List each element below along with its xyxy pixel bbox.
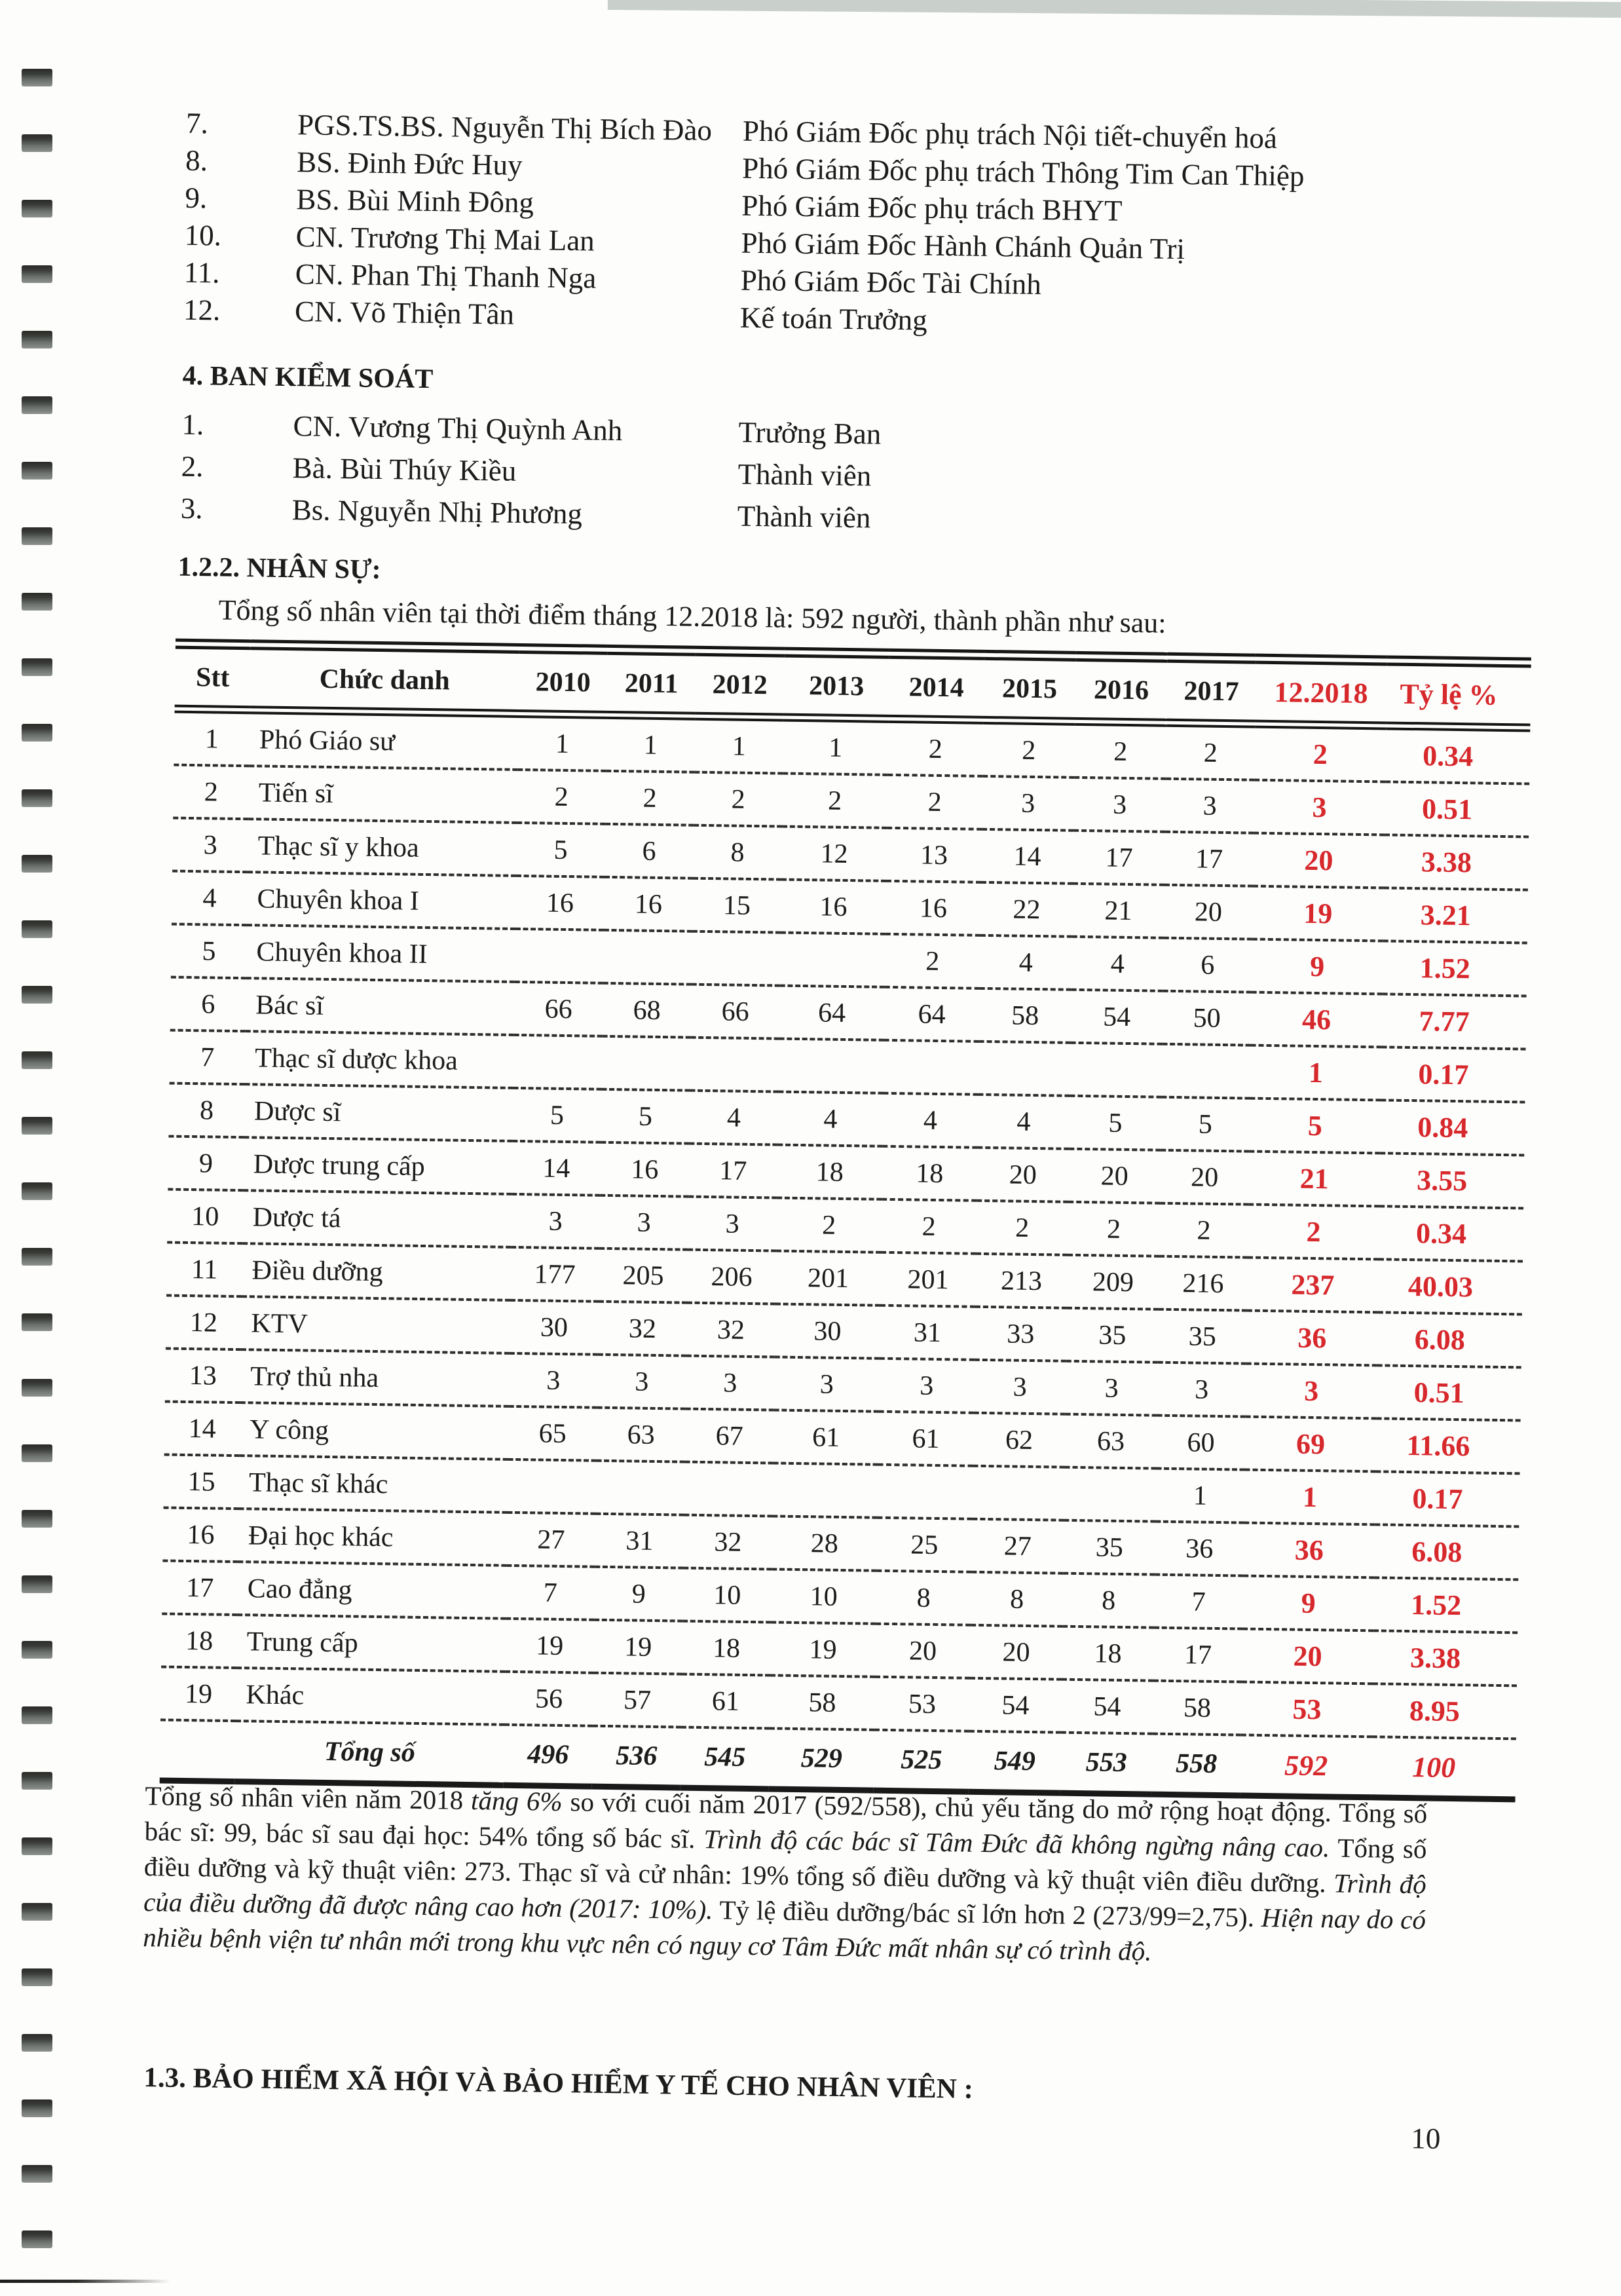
cell-value: 529 bbox=[800, 1743, 843, 1775]
summary-segment: Tổng số nhân viên năm 2018 bbox=[145, 1780, 472, 1816]
cell-value: 64 bbox=[918, 999, 946, 1030]
cell-value: 35 bbox=[1098, 1319, 1127, 1351]
cell-value bbox=[602, 1036, 691, 1091]
cell-stt: 11 bbox=[191, 1254, 218, 1285]
cell-value: 8 bbox=[1101, 1585, 1116, 1616]
cell-value: 56 bbox=[534, 1683, 563, 1714]
cell-value: 36 bbox=[1185, 1533, 1214, 1564]
cell-value: 66 bbox=[544, 994, 573, 1025]
cell-value: 50 bbox=[1193, 1002, 1221, 1034]
cell-pct: 0.51 bbox=[1413, 1376, 1465, 1410]
cell-value: 496 bbox=[527, 1739, 569, 1771]
cell-stt: 2 bbox=[204, 776, 219, 808]
cell-dec2018: 20 bbox=[1293, 1640, 1322, 1673]
cell-value bbox=[690, 1038, 779, 1092]
cell-value: 4 bbox=[923, 1105, 938, 1136]
item-number: 11. bbox=[183, 255, 220, 290]
cell-pct: 11.66 bbox=[1406, 1429, 1470, 1463]
table-header-cell: 12.2018 bbox=[1274, 676, 1368, 710]
cell-value: 2 bbox=[1106, 1214, 1121, 1245]
cell-value: 15 bbox=[722, 890, 751, 921]
cell-value: 2 bbox=[827, 785, 842, 816]
table-header-cell: Stt bbox=[195, 662, 230, 693]
cell-pct: 0.34 bbox=[1415, 1217, 1467, 1251]
cell-value: 9 bbox=[631, 1579, 646, 1609]
cell-label: Cao đẳng bbox=[247, 1573, 352, 1606]
cell-value: 57 bbox=[623, 1684, 652, 1716]
cell-value: 17 bbox=[1195, 843, 1223, 875]
cell-value: 205 bbox=[622, 1260, 664, 1291]
item-name: CN. Phan Thị Thanh Nga bbox=[295, 257, 597, 295]
cell-value: 25 bbox=[910, 1529, 939, 1560]
cell-dec2018: 3 bbox=[1303, 1374, 1319, 1408]
cell-stt: 17 bbox=[186, 1572, 214, 1604]
cell-stt: 9 bbox=[198, 1148, 214, 1179]
cell-value: 5 bbox=[1108, 1108, 1123, 1139]
cell-dec2018: 21 bbox=[1299, 1162, 1330, 1195]
cell-value: 31 bbox=[625, 1525, 654, 1556]
cell-value: 66 bbox=[721, 996, 750, 1027]
cell-value: 35 bbox=[1188, 1321, 1217, 1352]
cell-value: 8 bbox=[730, 837, 745, 868]
cell-stt: 10 bbox=[191, 1201, 219, 1232]
cell-value bbox=[603, 930, 692, 985]
cell-value: 58 bbox=[808, 1687, 836, 1718]
cell-value bbox=[507, 1459, 596, 1514]
cell-value: 3 bbox=[1112, 789, 1127, 820]
summary-italic-segment: Trình độ của điều dưỡng đã được nâng cao hơn (2017: 10%). bbox=[143, 1868, 1427, 1925]
cell-value: 2 bbox=[922, 1211, 936, 1242]
cell-pct: 3.38 bbox=[1421, 846, 1472, 879]
cell-pct: 1.52 bbox=[1419, 952, 1471, 985]
cell-value: 5 bbox=[638, 1101, 653, 1132]
cell-value: 536 bbox=[615, 1741, 658, 1772]
cell-value: 65 bbox=[538, 1418, 567, 1449]
cell-dec2018: 237 bbox=[1291, 1268, 1335, 1302]
cell-value: 216 bbox=[1182, 1268, 1224, 1299]
cell-label: Chuyên khoa II bbox=[256, 936, 428, 969]
cell-pct: 3.21 bbox=[1420, 899, 1472, 932]
cell-value: 177 bbox=[534, 1258, 576, 1290]
cell-value: 2 bbox=[925, 946, 940, 977]
cell-stt bbox=[160, 1720, 236, 1781]
item-title: Phó Giám Đốc Tài Chính bbox=[740, 263, 1042, 301]
cell-value: 27 bbox=[537, 1524, 565, 1555]
cell-dec2018: 9 bbox=[1301, 1587, 1316, 1620]
cell-value: 58 bbox=[1183, 1692, 1212, 1723]
cell-value: 63 bbox=[1096, 1425, 1125, 1457]
cell-stt: 4 bbox=[202, 882, 217, 914]
cell-value bbox=[515, 929, 604, 983]
cell-dec2018: 69 bbox=[1295, 1427, 1326, 1461]
cell-value: 14 bbox=[542, 1153, 570, 1184]
item-name: BS. Bùi Minh Đông bbox=[296, 183, 534, 219]
cell-value: 60 bbox=[1187, 1427, 1215, 1458]
control-board-list bbox=[180, 404, 1491, 548]
item-name: CN. Trương Thị Mai Lan bbox=[295, 220, 595, 257]
cell-value bbox=[1064, 1467, 1156, 1522]
cell-value: 16 bbox=[819, 891, 848, 922]
cell-value: 2 bbox=[1197, 1215, 1211, 1246]
item-name: Bà. Bùi Thúy Kiều bbox=[292, 451, 517, 487]
summary-italic-segment: Hiện nay do có nhiều bệnh viện tư nhân mới trong khu vực nên có nguy cơ Tâm Đức mất nhân sự có trình độ. bbox=[143, 1902, 1426, 1967]
cell-value bbox=[684, 1462, 773, 1516]
cell-value: 7 bbox=[1191, 1586, 1206, 1617]
cell-stt: 19 bbox=[184, 1678, 213, 1710]
cell-value: 3 bbox=[722, 1367, 737, 1399]
cell-pct: 6.08 bbox=[1411, 1535, 1463, 1569]
item-number: 3. bbox=[180, 491, 203, 525]
cell-value: 64 bbox=[817, 997, 846, 1028]
cell-value: 3 bbox=[1020, 788, 1035, 819]
section-heading-1-3: 1.3. BẢO HIỂM XÃ HỘI VÀ BẢO HIỂM Y TẾ CHO NHÂN VIÊN : bbox=[143, 2062, 974, 2105]
table-header-cell: 2013 bbox=[808, 670, 865, 702]
item-title: Thành viên bbox=[737, 499, 871, 535]
cell-label: Trung cấp bbox=[246, 1626, 358, 1659]
cell-value: 553 bbox=[1085, 1747, 1128, 1778]
cell-value: 17 bbox=[718, 1155, 747, 1186]
summary-italic-segment: tăng 6% bbox=[470, 1785, 563, 1817]
cell-value bbox=[883, 1040, 978, 1095]
table-header-cell: 2010 bbox=[535, 666, 591, 698]
item-number: 1. bbox=[181, 407, 204, 442]
item-title: Phó Giám Đốc phụ trách Thông Tim Can Thiệp bbox=[741, 151, 1305, 193]
cell-value: 206 bbox=[711, 1261, 753, 1292]
cell-value: 20 bbox=[1190, 1161, 1219, 1193]
cell-value: 5 bbox=[1198, 1109, 1213, 1140]
cell-value: 61 bbox=[811, 1421, 840, 1453]
cell-dec2018: 36 bbox=[1294, 1534, 1324, 1567]
cell-value: 3 bbox=[1202, 791, 1217, 821]
cell-value: 28 bbox=[810, 1528, 839, 1559]
cell-dec2018: 2 bbox=[1306, 1215, 1321, 1249]
cell-value: 3 bbox=[819, 1368, 834, 1400]
cell-value: 3 bbox=[919, 1370, 934, 1401]
cell-value: 2 bbox=[1021, 735, 1036, 766]
cell-value: 54 bbox=[1093, 1691, 1121, 1722]
cell-value: 3 bbox=[1194, 1374, 1209, 1405]
summary-segment: so với cuối năm 2017 (592/558), chủ yếu tăng do mở rộng hoạt động. Tổng số bác sĩ: 99, bác sĩ sau đại học: 54% tổng số bác sĩ. bbox=[144, 1786, 1428, 1854]
table-header-cell: 2017 bbox=[1183, 675, 1239, 707]
staff-table-body bbox=[160, 709, 1530, 1739]
cell-value: 558 bbox=[1175, 1748, 1218, 1780]
cell-dec2018: 53 bbox=[1292, 1693, 1322, 1726]
item-number: 12. bbox=[183, 293, 221, 327]
cell-value: 3 bbox=[725, 1208, 739, 1239]
cell-value: 32 bbox=[628, 1313, 657, 1344]
cell-value: 4 bbox=[1018, 947, 1034, 978]
item-title: Phó Giám Đốc phụ trách Nội tiết-chuyển hoá bbox=[742, 114, 1278, 155]
cell-pct: 0.84 bbox=[1417, 1111, 1468, 1144]
cell-label: Dược sĩ bbox=[253, 1095, 341, 1127]
cell-value: 20 bbox=[1002, 1636, 1030, 1668]
cell-stt: 5 bbox=[202, 935, 216, 967]
cell-value: 201 bbox=[807, 1262, 849, 1294]
cell-value bbox=[513, 1035, 603, 1089]
cell-value: 2 bbox=[1203, 738, 1218, 768]
cell-pct: 6.08 bbox=[1414, 1323, 1466, 1357]
cell-value bbox=[780, 933, 885, 987]
cell-pct: 0.34 bbox=[1422, 740, 1474, 773]
cell-dec2018: 1 bbox=[1308, 1056, 1324, 1089]
cell-label: Thạc sĩ y khoa bbox=[257, 830, 420, 863]
table-header-cell: 2016 bbox=[1093, 674, 1149, 706]
cell-value: 1 bbox=[829, 732, 843, 763]
cell-pct: 3.55 bbox=[1416, 1164, 1468, 1197]
cell-stt: 13 bbox=[189, 1360, 217, 1391]
cell-pct: 0.17 bbox=[1412, 1482, 1463, 1516]
table-header-cell: Tỷ lệ % bbox=[1400, 677, 1498, 711]
cell-value bbox=[692, 932, 781, 986]
cell-value: 209 bbox=[1092, 1266, 1134, 1298]
cell-value: 525 bbox=[900, 1744, 942, 1776]
cell-value: 545 bbox=[703, 1742, 746, 1773]
item-title: Phó Giám Đốc Hành Chánh Quản Trị bbox=[741, 226, 1185, 266]
executive-list bbox=[183, 105, 1497, 347]
cell-label: KTV bbox=[251, 1308, 308, 1340]
cell-stt: 6 bbox=[200, 988, 215, 1020]
cell-value: 2 bbox=[928, 734, 943, 764]
cell-value: 14 bbox=[1013, 841, 1041, 872]
cell-value: 3 bbox=[1104, 1373, 1119, 1404]
item-title: Phó Giám Đốc phụ trách BHYT bbox=[741, 189, 1123, 227]
cell-stt: 1 bbox=[204, 723, 219, 755]
cell-value bbox=[595, 1461, 684, 1515]
cell-value bbox=[778, 1039, 884, 1093]
cell-label: Phó Giáo sư bbox=[259, 724, 396, 757]
cell-pct: 100 bbox=[1411, 1750, 1456, 1784]
cell-pct: 0.17 bbox=[1418, 1058, 1469, 1091]
cell-value: 21 bbox=[1104, 895, 1132, 926]
cell-value: 6 bbox=[1200, 950, 1215, 981]
table-header-cell: 2015 bbox=[1001, 673, 1058, 704]
cell-value: 18 bbox=[815, 1156, 844, 1188]
cell-label: Khác bbox=[246, 1679, 305, 1711]
item-title: Thành viên bbox=[737, 457, 872, 493]
cell-value: 2 bbox=[821, 1210, 836, 1241]
cell-value: 7 bbox=[543, 1577, 558, 1608]
cell-value: 549 bbox=[994, 1746, 1036, 1777]
cell-value: 2 bbox=[1015, 1213, 1030, 1243]
cell-value: 67 bbox=[715, 1420, 743, 1452]
control-board-section bbox=[180, 360, 1492, 548]
cell-dec2018: 9 bbox=[1309, 950, 1325, 983]
cell-value: 3 bbox=[634, 1366, 649, 1397]
cell-label: Y công bbox=[249, 1414, 329, 1446]
cell-value bbox=[772, 1463, 878, 1518]
cell-value: 18 bbox=[712, 1632, 741, 1664]
page-number: 10 bbox=[1410, 2122, 1441, 2155]
cell-value: 18 bbox=[1094, 1638, 1122, 1669]
cell-value: 54 bbox=[1001, 1689, 1030, 1721]
cell-stt: 8 bbox=[199, 1095, 214, 1126]
cell-value: 61 bbox=[711, 1685, 740, 1717]
cell-value bbox=[1070, 1043, 1162, 1097]
cell-value: 13 bbox=[920, 840, 948, 871]
table-header-cell: 2011 bbox=[624, 668, 679, 699]
cell-dec2018: 1 bbox=[1302, 1480, 1318, 1514]
cell-value: 32 bbox=[717, 1314, 745, 1346]
cell-value: 17 bbox=[1183, 1639, 1212, 1670]
cell-value: 16 bbox=[919, 893, 948, 924]
cell-value: 30 bbox=[540, 1312, 568, 1343]
personnel-heading: 1.2.2. NHÂN SỰ: bbox=[177, 552, 381, 586]
cell-value: 4 bbox=[1110, 949, 1125, 979]
cell-value: 20 bbox=[1009, 1159, 1037, 1190]
cell-stt: 16 bbox=[187, 1519, 215, 1551]
cell-value: 27 bbox=[1003, 1530, 1032, 1562]
cell-value: 16 bbox=[634, 888, 663, 920]
cell-pct: 8.95 bbox=[1409, 1695, 1461, 1728]
item-title: Kế toán Trưởng bbox=[739, 301, 928, 337]
cell-value: 5 bbox=[553, 835, 568, 865]
cell-pct: 3.38 bbox=[1409, 1642, 1461, 1675]
cell-value: 63 bbox=[627, 1419, 655, 1450]
summary-segment: Tổng số điều dưỡng và kỹ thuật viên: 273. Thạc sĩ và cử nhân: 19% tổng số điều dưỡng và kỹ thuật viên điều dưỡng. bbox=[143, 1832, 1427, 1898]
cell-value: 5 bbox=[550, 1100, 565, 1131]
cell-value: 16 bbox=[546, 888, 574, 918]
cell-value bbox=[1161, 1044, 1250, 1099]
cell-pct: 1.52 bbox=[1410, 1589, 1462, 1622]
cell-stt: 12 bbox=[189, 1307, 218, 1338]
cell-value: 3 bbox=[546, 1365, 561, 1396]
cell-label: Chuyên khoa I bbox=[257, 883, 420, 916]
table-header-cell: 2012 bbox=[712, 669, 768, 700]
item-name: PGS.TS.BS. Nguyễn Thị Bích Đào bbox=[297, 108, 713, 147]
cell-value: 58 bbox=[1011, 1000, 1039, 1031]
cell-value: 4 bbox=[823, 1104, 838, 1135]
cell-value: 2 bbox=[1113, 736, 1128, 767]
summary-italic-segment: Trình độ các bác sĩ Tâm Đức đã không ngừng nâng cao. bbox=[703, 1824, 1330, 1863]
cell-label: Dược trung cấp bbox=[253, 1148, 426, 1182]
cell-stt: 18 bbox=[185, 1625, 214, 1657]
cell-value: 3 bbox=[637, 1207, 652, 1238]
cell-dec2018: 3 bbox=[1312, 791, 1327, 824]
cell-value: 17 bbox=[1105, 842, 1133, 873]
item-number: 7. bbox=[185, 106, 209, 140]
cell-dec2018: 19 bbox=[1303, 897, 1333, 930]
cell-value: 19 bbox=[535, 1630, 564, 1661]
cell-value: 18 bbox=[915, 1157, 944, 1189]
item-name: CN. Võ Thiện Tân bbox=[294, 295, 515, 331]
cell-pct: 7.77 bbox=[1419, 1005, 1470, 1038]
cell-value: 53 bbox=[908, 1688, 937, 1720]
cell-dec2018: 5 bbox=[1307, 1109, 1323, 1142]
personnel-intro: Tổng số nhân viên tại thời điểm tháng 12.2018 là: 592 người, thành phần như sau: bbox=[218, 593, 1166, 639]
cell-stt: 15 bbox=[187, 1466, 215, 1497]
summary-paragraph bbox=[143, 1778, 1428, 1972]
cell-stt: 3 bbox=[203, 829, 217, 861]
cell-pct: 0.51 bbox=[1421, 793, 1473, 826]
cell-label: Bác sĩ bbox=[255, 989, 324, 1021]
cell-value: 2 bbox=[927, 787, 942, 818]
item-number: 8. bbox=[185, 143, 208, 178]
cell-label: Thạc sĩ khác bbox=[248, 1467, 388, 1499]
cell-dec2018: 20 bbox=[1304, 844, 1333, 877]
cell-stt: 14 bbox=[188, 1413, 217, 1444]
cell-value: 1 bbox=[732, 731, 747, 762]
item-number: 2. bbox=[181, 449, 204, 483]
cell-value bbox=[877, 1465, 973, 1519]
cell-value bbox=[972, 1466, 1064, 1520]
cell-value: 1 bbox=[643, 730, 658, 761]
cell-value: 201 bbox=[907, 1264, 949, 1295]
summary-segment: Tỷ lệ điều dưỡng/bác sĩ lớn hơn 2 (273/99=2,75). bbox=[713, 1894, 1262, 1932]
cell-value: 3 bbox=[1013, 1372, 1028, 1402]
cell-value: 10 bbox=[810, 1581, 838, 1612]
cell-value: 62 bbox=[1005, 1424, 1034, 1456]
cell-dec2018: 36 bbox=[1297, 1321, 1327, 1355]
cell-value: 10 bbox=[713, 1579, 741, 1611]
item-name: Bs. Nguyễn Nhị Phương bbox=[291, 493, 583, 531]
item-number: 10. bbox=[184, 218, 222, 252]
cell-value: 2 bbox=[731, 784, 746, 815]
cell-value: 6 bbox=[642, 836, 656, 867]
cell-label: Điều dưỡng bbox=[252, 1254, 384, 1287]
cell-label: Dược tá bbox=[252, 1201, 341, 1233]
cell-label: Tiến sĩ bbox=[258, 777, 334, 809]
cell-value bbox=[978, 1042, 1070, 1096]
item-number: 9. bbox=[185, 181, 208, 215]
cell-stt: 7 bbox=[200, 1042, 215, 1073]
cell-value: 16 bbox=[630, 1154, 659, 1185]
cell-value: 54 bbox=[1102, 1001, 1131, 1032]
table-header-cell: Chức danh bbox=[319, 664, 451, 696]
cell-value: 2 bbox=[554, 781, 569, 812]
cell-value: 30 bbox=[813, 1315, 842, 1347]
cell-dec2018: 592 bbox=[1284, 1748, 1328, 1782]
cell-value: 1 bbox=[555, 728, 570, 759]
cell-label: Trợ thủ nha bbox=[250, 1361, 379, 1393]
cell-value: 19 bbox=[624, 1631, 652, 1663]
cell-value: 12 bbox=[820, 838, 848, 869]
cell-value: 1 bbox=[1193, 1480, 1208, 1511]
cell-value: 20 bbox=[908, 1635, 937, 1666]
cell-dec2018: 46 bbox=[1301, 1003, 1332, 1036]
item-name: CN. Vương Thị Quỳnh Anh bbox=[293, 409, 623, 447]
cell-pct: 40.03 bbox=[1407, 1270, 1474, 1304]
cell-value: 68 bbox=[633, 994, 661, 1026]
cell-value: 2 bbox=[643, 783, 658, 814]
cell-value: 4 bbox=[1016, 1106, 1031, 1137]
cell-value: 8 bbox=[916, 1583, 931, 1613]
table-header-cell: 2014 bbox=[908, 671, 964, 703]
cell-dec2018: 2 bbox=[1313, 738, 1328, 771]
cell-value: 8 bbox=[1009, 1584, 1024, 1615]
cell-value: 31 bbox=[913, 1317, 942, 1348]
item-title: Trưởng Ban bbox=[738, 415, 882, 451]
cell-value: 19 bbox=[809, 1634, 837, 1665]
cell-value: 22 bbox=[1013, 894, 1041, 925]
cell-value: 61 bbox=[912, 1423, 940, 1454]
item-name: BS. Đinh Đức Huy bbox=[296, 145, 523, 181]
cell-value: 32 bbox=[714, 1526, 742, 1558]
cell-value: 20 bbox=[1100, 1160, 1129, 1192]
cell-value: 33 bbox=[1007, 1318, 1035, 1349]
control-board-heading: 4. BAN KIỂM SOÁT bbox=[182, 360, 434, 395]
total-label: Tổng số bbox=[324, 1736, 416, 1768]
cell-value: 3 bbox=[548, 1206, 563, 1237]
cell-label: Đại học khác bbox=[248, 1520, 394, 1553]
cell-value: 35 bbox=[1095, 1532, 1124, 1563]
cell-value: 20 bbox=[1194, 896, 1223, 928]
cell-value: 4 bbox=[726, 1102, 741, 1133]
cell-label: Thạc sĩ dược khoa bbox=[254, 1042, 458, 1076]
staff-table bbox=[160, 639, 1531, 1803]
cell-value: 213 bbox=[1000, 1265, 1043, 1296]
